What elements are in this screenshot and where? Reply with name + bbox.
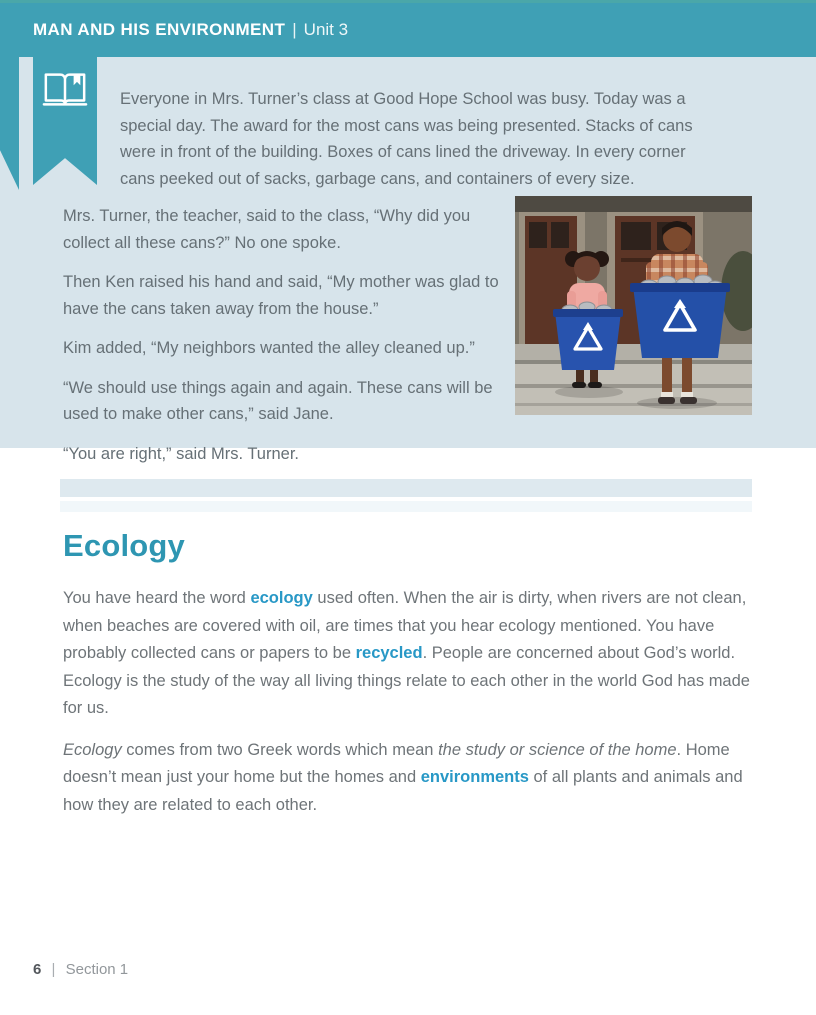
edge-ribbon <box>0 57 19 190</box>
story-paragraph: Mrs. Turner, the teacher, said to the class, “Why did you collect all these cans?” No one spoke. <box>63 207 471 252</box>
recycling-kids-photo-illustration <box>515 196 752 415</box>
bookmark-ribbon <box>33 57 97 185</box>
text-segment-term: recycled <box>355 644 423 662</box>
text-segment-plain: used often. When the air is dirty, when rivers are not clean, when beaches are covered with oil, are times that you hear ecology mentioned. You have probably collected cans or papers to be <box>63 589 747 662</box>
page-footer <box>33 961 128 978</box>
story-panel <box>0 57 816 463</box>
page-number: 6 <box>33 961 42 978</box>
section-divider-bar <box>60 479 752 497</box>
section-paragraph <box>63 737 755 820</box>
header-bar <box>0 0 816 57</box>
text-segment-plain: . People are concerned about God’s world. Ecology is the study of the way all living things relate to each other in the world God has made for us. <box>63 644 750 717</box>
story-paragraph: “We should use things again and again. These cans will be used to make other cans,” said Jane. <box>63 378 493 423</box>
text-segment-italic: the study or science of the home <box>438 740 677 759</box>
footer-section-label: Section 1 <box>65 961 129 978</box>
story-column <box>63 190 510 467</box>
section-paragraph <box>63 585 755 723</box>
header-title: MAN AND HIS ENVIRONMENT <box>33 20 286 39</box>
text-segment-plain: comes from two Greek words which mean <box>121 740 439 759</box>
footer-divider: | <box>51 961 56 978</box>
story-photo <box>515 196 752 415</box>
section-divider-bar-light <box>60 501 752 512</box>
main-content <box>0 448 816 819</box>
header-unit-label: Unit 3 <box>303 20 349 39</box>
text-segment-plain: of all plants and animals and how they are related to each other. <box>63 768 743 814</box>
open-book-icon <box>42 70 88 110</box>
story-paragraph: “You are right,” said Mrs. Turner. <box>63 444 299 463</box>
text-segment-term: ecology <box>250 589 313 607</box>
text-segment-term: environments <box>420 768 529 786</box>
story-intro-paragraph: Everyone in Mrs. Turner’s class at Good Hope School was busy. Today was a special day. The award for the most cans was being presented. Stacks of cans were in front of the building. Boxes of cans lined the driveway. In every corner cans peeked out of sacks, garbage cans, and containers of every size. <box>120 90 693 188</box>
text-segment-plain: You have heard the word <box>63 589 251 607</box>
text-segment-italic: Ecology <box>63 740 122 759</box>
story-paragraph: Then Ken raised his hand and said, “My mother was glad to have the cans taken away from the house.” <box>63 273 499 318</box>
section-heading: Ecology <box>63 528 185 563</box>
story-paragraph: Kim added, “My neighbors wanted the alley cleaned up.” <box>63 339 475 357</box>
header-divider: | <box>292 20 297 39</box>
text-segment-plain: . Home doesn’t mean just your home but the homes and <box>63 740 730 786</box>
